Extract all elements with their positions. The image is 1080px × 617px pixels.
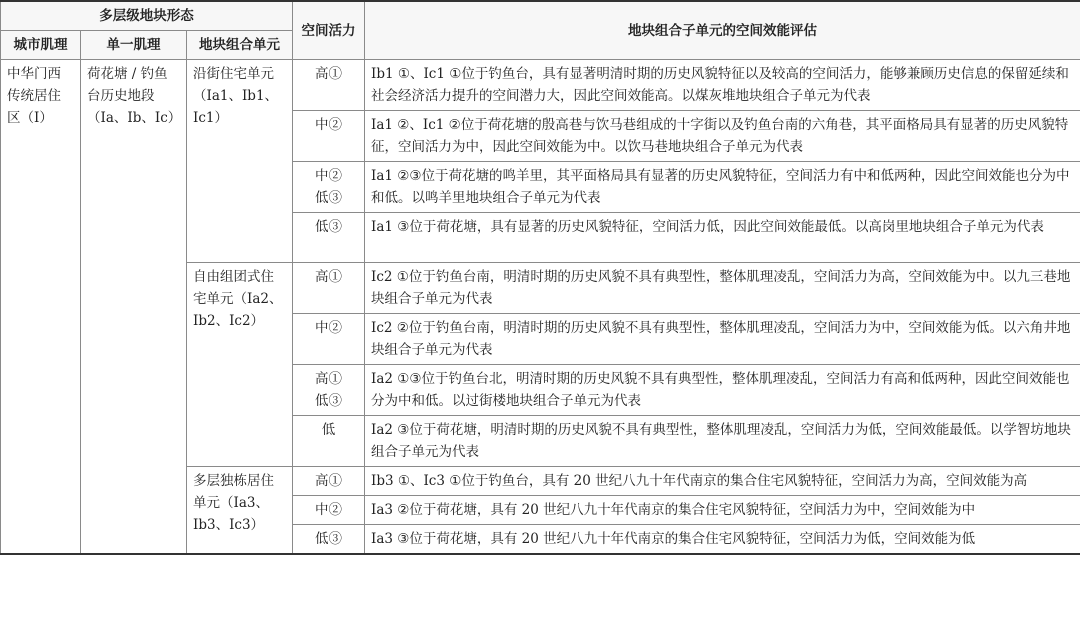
activity-cell: 高① xyxy=(293,60,365,111)
evaluation-cell: Ic2 ②位于钓鱼台南，明清时期的历史风貌不具有典型性，整体肌理凌乱，空间活力为中，空间效能为低。以六角井地块组合子单元为代表 xyxy=(365,314,1080,365)
activity-cell: 中② xyxy=(293,111,365,162)
activity-cell: 低③ xyxy=(293,525,365,555)
evaluation-cell: Ia1 ②、Ic1 ②位于荷花塘的殷高巷与饮马巷组成的十字街以及钓鱼台南的六角巷，其平面格局具有显著的历史风貌特征，空间活力为中，因此空间效能为中。以饮马巷地块组合子单元为代表 xyxy=(365,111,1080,162)
table-row xyxy=(1,60,1080,111)
evaluation-cell: Ia1 ②③位于荷花塘的鸣羊里，其平面格局具有显著的历史风貌特征，空间活力有中和低两种，因此空间效能也分为中和低。以鸣羊里地块组合子单元为代表 xyxy=(365,162,1080,213)
activity-cell: 低 xyxy=(293,416,365,467)
unit-cell: 沿街住宅单元（Ia1、Ib1、Ic1） xyxy=(187,60,293,263)
evaluation-cell: Ia2 ③位于荷花塘，明清时期的历史风貌不具有典型性，整体肌理凌乱，空间活力为低，空间效能最低。以学智坊地块组合子单元为代表 xyxy=(365,416,1080,467)
header-city-texture: 城市肌理 xyxy=(1,31,81,60)
evaluation-cell: Ia3 ②位于荷花塘，具有 20 世纪八九十年代南京的集合住宅风貌特征，空间活力为中，空间效能为中 xyxy=(365,496,1080,525)
city-texture-cell: 中华门西传统居住区（I） xyxy=(1,60,81,555)
evaluation-cell: Ia1 ③位于荷花塘，具有显著的历史风貌特征，空间活力低，因此空间效能最低。以高岗里地块组合子单元为代表 xyxy=(365,213,1080,263)
activity-cell: 中② 低③ xyxy=(293,162,365,213)
unit-cell: 自由组团式住宅单元（Ia2、Ib2、Ic2） xyxy=(187,263,293,467)
header-evaluation: 地块组合子单元的空间效能评估 xyxy=(365,1,1080,60)
unit-cell: 多层独栋居住单元（Ia3、Ib3、Ic3） xyxy=(187,467,293,555)
activity-cell: 高① 低③ xyxy=(293,365,365,416)
evaluation-cell: Ia3 ③位于荷花塘，具有 20 世纪八九十年代南京的集合住宅风貌特征，空间活力为低，空间效能为低 xyxy=(365,525,1080,555)
activity-cell: 低③ xyxy=(293,213,365,263)
activity-cell: 高① xyxy=(293,467,365,496)
header-activity: 空间活力 xyxy=(293,1,365,60)
header-group: 多层级地块形态 xyxy=(1,1,293,31)
single-texture-cell: 荷花塘 / 钓鱼台历史地段（Ia、Ib、Ic） xyxy=(81,60,187,555)
activity-cell: 中② xyxy=(293,314,365,365)
evaluation-cell: Ib1 ①、Ic1 ①位于钓鱼台，具有显著明清时期的历史风貌特征以及较高的空间活力，能够兼顾历史信息的保留延续和社会经济活力提升的空间潜力大，因此空间效能高。以煤灰堆地块组合子单元为代表 xyxy=(365,60,1080,111)
evaluation-cell: Ia2 ①③位于钓鱼台北，明清时期的历史风貌不具有典型性，整体肌理凌乱，空间活力有高和低两种，因此空间效能也分为中和低。以过街楼地块组合子单元为代表 xyxy=(365,365,1080,416)
activity-cell: 中② xyxy=(293,496,365,525)
evaluation-cell: Ic2 ①位于钓鱼台南，明清时期的历史风貌不具有典型性，整体肌理凌乱，空间活力为高，空间效能为中。以九三巷地块组合子单元为代表 xyxy=(365,263,1080,314)
header-single-texture: 单一肌理 xyxy=(81,31,187,60)
activity-cell: 高① xyxy=(293,263,365,314)
evaluation-cell: Ib3 ①、Ic3 ①位于钓鱼台，具有 20 世纪八九十年代南京的集合住宅风貌特征，空间活力为高，空间效能为高 xyxy=(365,467,1080,496)
header-unit: 地块组合单元 xyxy=(187,31,293,60)
